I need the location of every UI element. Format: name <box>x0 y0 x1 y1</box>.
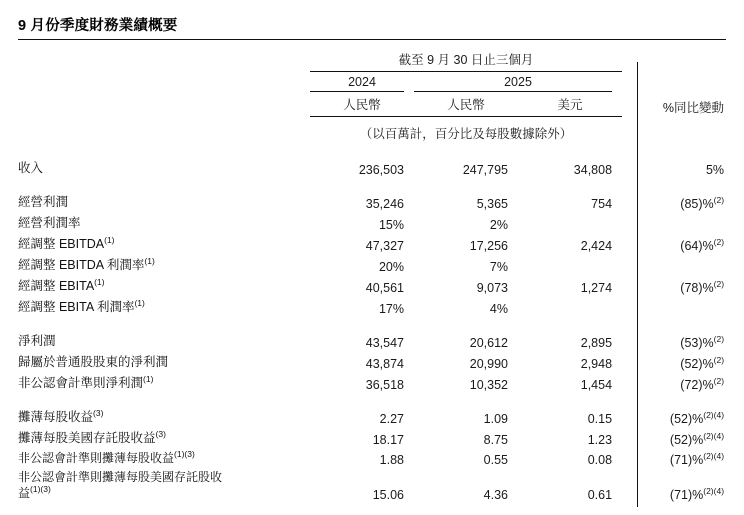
row-change-value: (52)% <box>680 357 714 371</box>
unit-note: （以百萬計，百分比及每股數據除外） <box>359 127 573 141</box>
row-change-value: (72)% <box>680 378 714 392</box>
footnote-marker: (2) <box>713 278 725 289</box>
row-value-2025-rmb: 17,256 <box>469 239 508 253</box>
row-label: 經營利潤率 <box>18 215 81 230</box>
title-divider <box>18 39 726 40</box>
spacer-row <box>18 392 726 405</box>
row-value-2025-rmb: 4.36 <box>483 488 508 503</box>
table-header-year-row <box>18 75 726 91</box>
row-value-2024: 15.06 <box>372 488 404 503</box>
row-change <box>622 405 726 426</box>
row-label: 收入 <box>18 160 44 175</box>
table-row <box>18 253 726 274</box>
footnote-marker: (2) <box>713 236 725 247</box>
table-header-period-row <box>18 50 726 71</box>
row-label-text: 非公認會計準則淨利潤 <box>18 375 144 390</box>
footnote-marker: (1) <box>134 297 145 308</box>
row-label <box>18 253 310 274</box>
spacer-row <box>18 177 726 190</box>
footnote-marker: (3) <box>93 407 104 418</box>
row-value-2025-usd: 1.23 <box>587 433 613 447</box>
footnote-marker: (1) <box>94 276 105 287</box>
footnote-marker: (2) <box>713 333 725 344</box>
row-value-2025-usd: 1,274 <box>580 281 613 295</box>
row-change-value: (52)% <box>669 412 704 426</box>
row-value-2024: 43,874 <box>365 357 404 371</box>
header-currency-rmb-2025: 人民幣 <box>447 98 485 112</box>
header-currency-usd-2025: 美元 <box>557 98 583 112</box>
table-header-currency-row <box>18 95 726 116</box>
unit-note-row <box>18 117 726 147</box>
row-change <box>622 371 726 392</box>
row-label-text: 非公認會計準則攤薄每股美國存託股收 <box>18 469 223 484</box>
table-row <box>18 295 726 316</box>
row-value-2025-usd: 2,948 <box>580 357 613 371</box>
row-change-value: (52)% <box>669 433 704 447</box>
spacer-cell <box>622 50 726 71</box>
row-label <box>18 274 310 295</box>
row-value-2025-usd <box>518 295 622 316</box>
row-value-2024: 40,561 <box>365 281 404 295</box>
table-row <box>18 274 726 295</box>
row-label-text: 非公認會計準則攤薄每股收益 <box>18 450 175 465</box>
spacer-cell <box>18 50 310 71</box>
row-value-2025-usd: 1,454 <box>580 378 613 392</box>
row-value-2025-usd: 0.08 <box>587 453 613 467</box>
row-value-2024: 35,246 <box>365 197 404 211</box>
row-label-text: 經調整 EBITA 利潤率 <box>18 299 135 314</box>
row-change <box>622 467 726 502</box>
row-change <box>622 211 726 232</box>
footnote-marker: (2) <box>713 375 725 386</box>
row-value-2025-usd: 0.61 <box>587 488 613 503</box>
footnote-marker: (2) <box>713 194 725 205</box>
row-label-text: 攤薄每股美國存託股收益 <box>18 430 156 445</box>
row-value-2025-rmb: 10,352 <box>469 378 508 392</box>
row-label-text: 經調整 EBITDA <box>18 236 105 251</box>
row-value-2025-rmb: 5,365 <box>476 197 508 211</box>
row-change-value: (71)% <box>669 488 704 503</box>
row-change <box>622 274 726 295</box>
row-value-2024: 47,327 <box>365 239 404 253</box>
row-value-2024: 236,503 <box>358 163 404 177</box>
row-change <box>622 253 726 274</box>
row-value-2025-usd <box>518 253 622 274</box>
row-change <box>622 232 726 253</box>
row-value-2025-usd: 754 <box>591 197 613 211</box>
row-change-value: (78)% <box>680 281 714 295</box>
footnote-marker: (2)(4) <box>703 430 725 441</box>
row-value-2025-rmb: 7% <box>489 260 508 274</box>
row-change <box>622 190 726 211</box>
header-year-2024: 2024 <box>348 75 376 89</box>
table-row <box>18 405 726 426</box>
row-value-2024: 20% <box>378 260 404 274</box>
row-label <box>18 426 310 447</box>
footnote-marker: (2)(4) <box>703 409 725 420</box>
row-value-2025-usd: 0.15 <box>587 412 613 426</box>
row-label <box>18 405 310 426</box>
table-row <box>18 371 726 392</box>
table-row <box>18 426 726 447</box>
row-value-2024: 17% <box>378 302 404 316</box>
header-currency-rmb-2024: 人民幣 <box>343 98 381 112</box>
row-change-value: (53)% <box>680 336 714 350</box>
footnote-marker: (1)(3) <box>30 483 51 494</box>
row-value-2025-usd: 2,424 <box>580 239 613 253</box>
row-value-2025-usd <box>518 211 622 232</box>
table-row <box>18 329 726 350</box>
row-value-2024: 18.17 <box>372 433 404 447</box>
row-label: 經營利潤 <box>18 194 69 209</box>
row-change <box>622 329 726 350</box>
table-row <box>18 232 726 253</box>
row-change-value: (64)% <box>680 239 714 253</box>
row-value-2024: 43,547 <box>365 336 404 350</box>
row-label <box>18 232 310 253</box>
table-row <box>18 467 726 502</box>
row-label-text: 經調整 EBITA <box>18 278 95 293</box>
footnote-marker: (2) <box>713 354 725 365</box>
spacer-row <box>18 316 726 329</box>
row-change-value: (71)% <box>669 453 704 467</box>
row-change: 5% <box>705 163 725 177</box>
row-change <box>622 295 726 316</box>
footnote-marker: (1)(3) <box>174 448 195 459</box>
period-header: 截至 9 月 30 日止三個月 <box>398 53 534 67</box>
row-change <box>622 447 726 467</box>
row-value-2025-rmb: 0.55 <box>483 453 508 467</box>
row-label-text-line2: 益 <box>18 485 31 500</box>
row-value-2025-rmb: 4% <box>489 302 508 316</box>
header-year-2025: 2025 <box>504 75 532 89</box>
row-value-2025-rmb: 8.75 <box>483 433 508 447</box>
page-title: 9 月份季度財務業績概要 <box>18 18 178 34</box>
spacer-row <box>18 147 726 156</box>
row-label-text: 經調整 EBITDA 利潤率 <box>18 257 145 272</box>
row-label: 淨利潤 <box>18 333 56 348</box>
row-value-2024: 36,518 <box>365 378 404 392</box>
row-label <box>18 447 310 467</box>
table-row <box>18 211 726 232</box>
row-label-text: 攤薄每股收益 <box>18 409 94 424</box>
row-value-2025-rmb: 1.09 <box>483 412 508 426</box>
row-label <box>18 371 310 392</box>
row-value-2024: 2.27 <box>379 412 404 426</box>
footnote-marker: (1) <box>144 255 155 266</box>
table-row <box>18 190 726 211</box>
row-label <box>18 295 310 316</box>
row-label: 歸屬於普通股股東的淨利潤 <box>18 354 169 369</box>
table-row <box>18 350 726 371</box>
row-value-2025-usd: 2,895 <box>580 336 613 350</box>
row-value-2025-rmb: 20,612 <box>469 336 508 350</box>
footnote-marker: (1) <box>104 234 115 245</box>
financial-summary-table <box>18 50 726 502</box>
footnote-marker: (2)(4) <box>703 486 725 497</box>
footnote-marker: (3) <box>155 428 166 439</box>
footnote-marker: (1) <box>143 373 154 384</box>
row-change <box>622 350 726 371</box>
row-change-value: (85)% <box>680 197 714 211</box>
row-value-2025-rmb: 247,795 <box>462 163 508 177</box>
row-label <box>18 467 310 502</box>
header-change: %同比變動 <box>662 101 725 115</box>
row-value-2025-rmb: 20,990 <box>469 357 508 371</box>
row-value-2025-rmb: 9,073 <box>476 281 508 295</box>
row-value-2025-rmb: 2% <box>489 218 508 232</box>
footnote-marker: (2)(4) <box>703 450 725 461</box>
row-value-2024: 15% <box>378 218 404 232</box>
row-value-2024: 1.88 <box>379 453 404 467</box>
row-value-2025-usd: 34,808 <box>573 163 613 177</box>
row-change <box>622 426 726 447</box>
table-row <box>18 447 726 467</box>
table-row <box>18 156 726 177</box>
